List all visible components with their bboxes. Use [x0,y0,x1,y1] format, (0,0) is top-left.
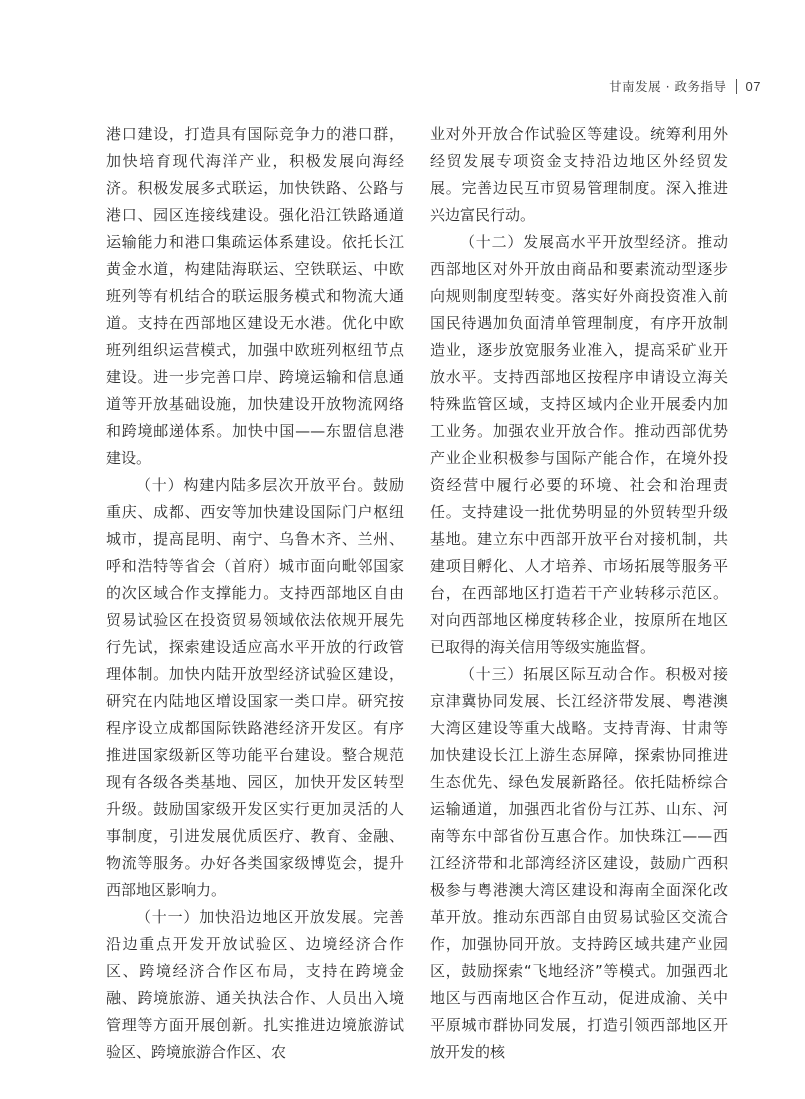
paragraph-continued-border-trade: 业对外开放合作试验区等建设。统筹利用外经贸发展专项资金支持沿边地区外经贸发展。完善边民互市贸易管理制度。深入推进兴边富民行动。 [430,125,728,224]
running-header [609,77,761,95]
right-column [430,121,728,1066]
left-column [106,121,404,1066]
paragraph-item-10-inland-platforms: （十）构建内陆多层次开放平台。鼓励重庆、成都、西安等加快建设国际门户枢纽城市，提高昆明、南宁、乌鲁木齐、兰州、呼和浩特等省会（首府）城市面向毗邻国家的次区域合作支撑能力。支持西部地区自由贸易试验区在投资贸易领域依法依规开展先行先试，探索建设适应高水平开放的行政管理体制。加快内陆开放型经济试验区建设，研究在内陆地区增设国家一类口岸。研究按程序设立成都国际铁路港经济开发区。有序推进国家级新区等功能平台建设。整合规范现有各级各类基地、园区，加快开发区转型升级。鼓励国家级开发区实行更加灵活的人事制度，引进发展优质医疗、教育、金融、物流等服务。办好各类国家级博览会，提升西部地区影响力。 [106,476,404,899]
paragraph-item-11-border-areas: （十一）加快沿边地区开放发展。完善沿边重点开发开放试验区、边境经济合作区、跨境经济合作区布局，支持在跨境金融、跨境旅游、通关执法合作、人员出入境管理等方面开展创新。扎实推进边境旅游试验区、跨境旅游合作区、农 [106,908,404,1061]
paragraph-item-12-open-economy: （十二）发展高水平开放型经济。推动西部地区对外开放由商品和要素流动型逐步向规则制度型转变。落实好外商投资准入前国民待遇加负面清单管理制度，有序开放制造业，逐步放宽服务业准入，提高采矿业开放水平。支持西部地区按程序申请设立海关特殊监管区域，支持区域内企业开展委内加工业务。加强农业开放合作。推动西部优势产业企业积极参与国际产能合作，在境外投资经营中履行必要的环境、社会和治理责任。支持建设一批优势明显的外贸转型升级基地。建立东中西部开放平台对接机制，共建项目孵化、人才培养、市场拓展等服务平台，在西部地区打造若干产业转移示范区。对向西部地区梯度转移企业，按原所在地区已取得的海关信用等级实施监督。 [430,233,728,656]
paragraph-item-13-regional-cooperation: （十三）拓展区际互动合作。积极对接京津冀协同发展、长江经济带发展、粤港澳大湾区建设等重大战略。支持青海、甘肃等加快建设长江上游生态屏障，探索协同推进生态优先、绿色发展新路径。依托陆桥综合运输通道，加强西北省份与江苏、山东、河南等东中部省份互惠合作。加快珠江——西江经济带和北部湾经济区建设，鼓励广西积极参与粤港澳大湾区建设和海南全面深化改革开放。推动东西部自由贸易试验区交流合作，加强协同开放。支持跨区域共建产业园区，鼓励探索“飞地经济”等模式。加强西北地区与西南地区合作互动，促进成渝、关中平原城市群协同发展，打造引领西部地区开放开发的核 [430,665,728,1061]
header-section-title: 甘南发展 · 政务指导 [609,79,727,94]
paragraph-continued-port-construction: 港口建设，打造具有国际竞争力的港口群，加快培育现代海洋产业，积极发展向海经济。积极发展多式联运，加快铁路、公路与港口、园区连接线建设。强化沿江铁路通道运输能力和港口集疏运体系建设。依托长江黄金水道，构建陆海联运、空铁联运、中欧班列等有机结合的联运服务模式和物流大通道。支持在西部地区建设无水港。优化中欧班列组织运营模式，加强中欧班列枢纽节点建设。进一步完善口岸、跨境运输和信息通道等开放基础设施，加快建设开放物流网络和跨境邮递体系。加快中国——东盟信息港建设。 [106,125,404,467]
page-number: 07 [745,78,761,94]
header-divider [736,79,737,94]
